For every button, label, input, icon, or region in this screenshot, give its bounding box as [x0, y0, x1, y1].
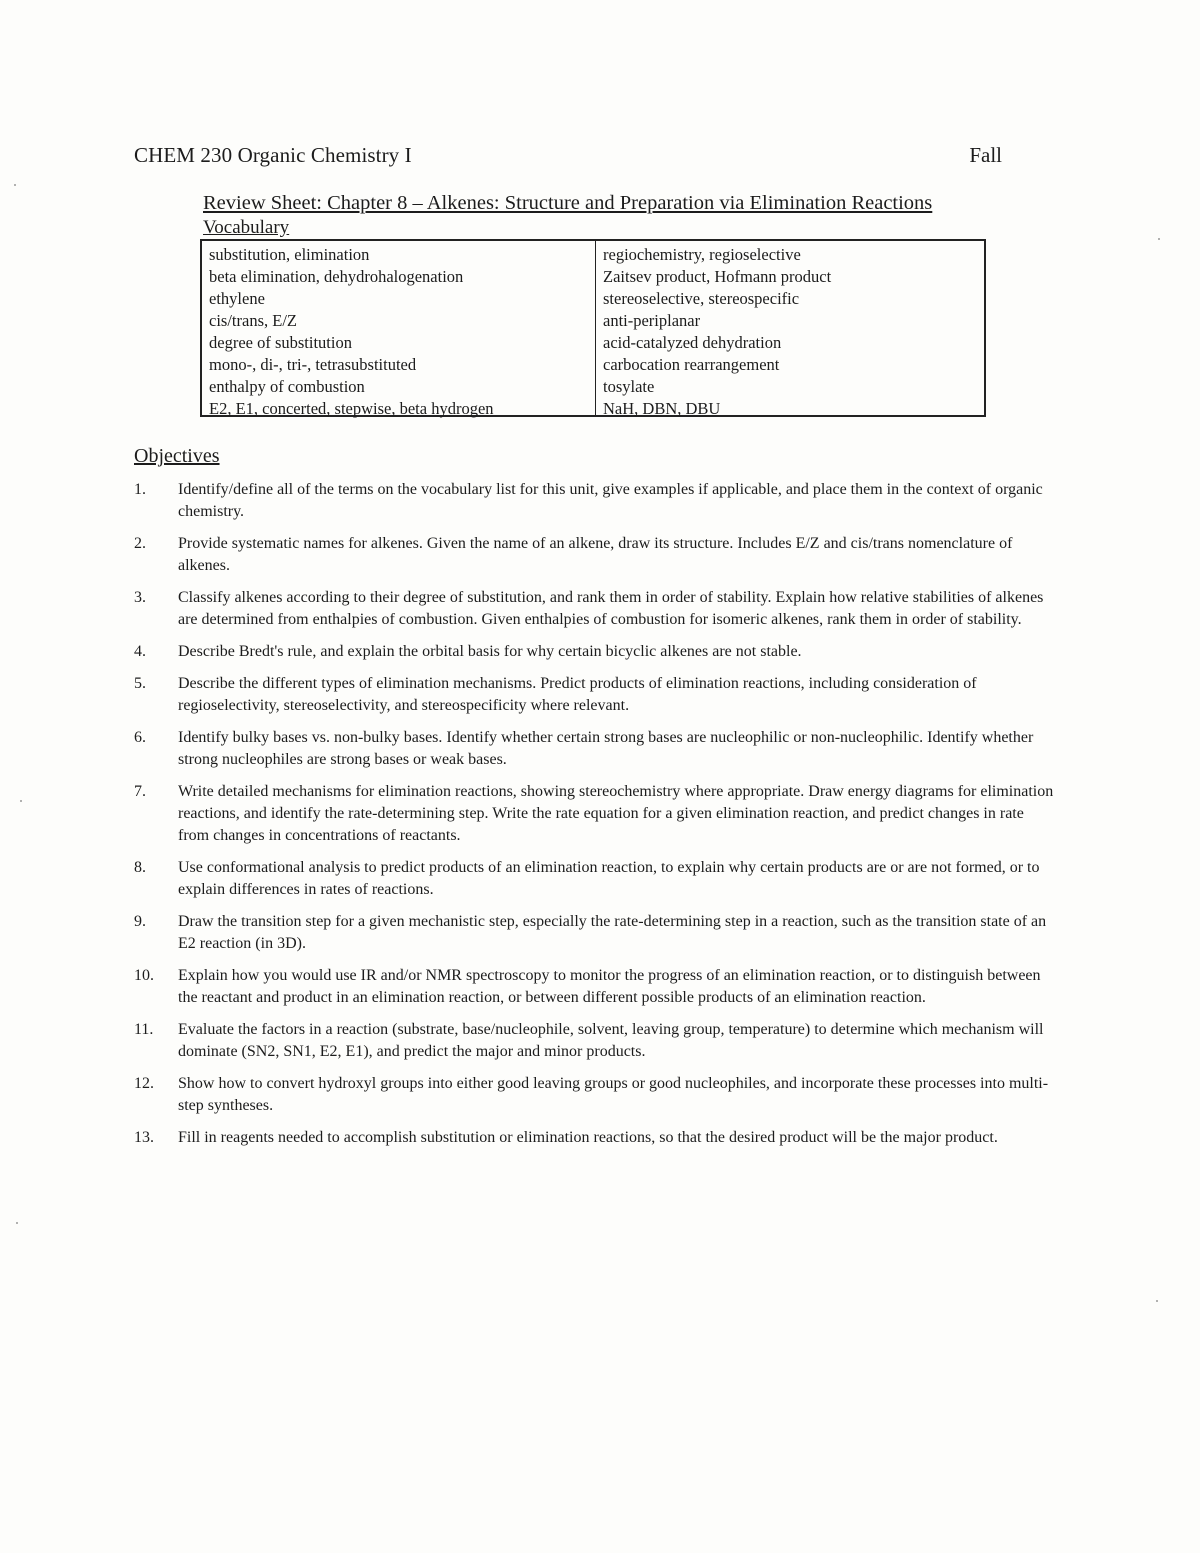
objective-text: Provide systematic names for alkenes. Given the name of an alkene, draw its structure. Includes E/Z and cis/trans nomenclature of alkenes. — [178, 535, 1013, 574]
vocab-term: carbocation rearrangement — [603, 355, 780, 374]
vocab-term: regiochemistry, regioselective — [603, 245, 801, 264]
vocab-term: mono-, di-, tri-, tetrasubstituted — [209, 355, 417, 374]
vocab-term: anti-periplanar — [603, 311, 701, 330]
objective-item — [134, 673, 1054, 717]
course-title: CHEM 230 Organic Chemistry I — [134, 143, 412, 167]
objective-text: Describe the different types of elimination mechanisms. Predict products of elimination reactions, including consideration of regioselectivity, stereoselectivity, and stereospecificity where relevant. — [178, 675, 977, 714]
vocab-term: tosylate — [603, 377, 655, 396]
vocabulary-right-column — [596, 241, 984, 418]
objective-item — [134, 965, 1054, 1009]
vocab-term: beta elimination, dehydrohalogenation — [209, 267, 464, 286]
objective-text: Evaluate the factors in a reaction (substrate, base/nucleophile, solvent, leaving group, temperature) to determine which mechanism will dominate (SN2, SN1, E2, E1), and predict the major and minor products. — [178, 1021, 1044, 1060]
review-sheet-title: Review Sheet: Chapter 8 – Alkenes: Structure and Preparation via Elimination Reactions — [203, 192, 933, 214]
objective-number: 2. — [134, 535, 146, 552]
objective-item — [134, 857, 1054, 901]
vocab-term: NaH, DBN, DBU — [603, 399, 721, 418]
objective-item — [134, 533, 1054, 577]
vocab-term: stereoselective, stereospecific — [603, 289, 800, 308]
objective-text: Show how to convert hydroxyl groups into either good leaving groups or good nucleophiles, and incorporate these processes into multi-step syntheses. — [178, 1075, 1049, 1114]
vocab-term: substitution, elimination — [209, 245, 370, 264]
objectives-heading: Objectives — [134, 445, 220, 467]
objective-number: 6. — [134, 729, 146, 746]
objective-number: 3. — [134, 589, 146, 606]
objective-text: Classify alkenes according to their degree of substitution, and rank them in order of stability. Explain how relative stabilities of alkenes are determined from enthalpies of combustion. Given enthalpies of combustion for isomeric alkenes, rank them in order of stability. — [178, 589, 1044, 628]
objective-item — [134, 1019, 1054, 1063]
objective-text: Use conformational analysis to predict products of an elimination reaction, to explain why certain products are or are not formed, or to explain differences in rates of reactions. — [178, 859, 1040, 898]
objective-number: 11. — [134, 1021, 154, 1038]
term-label: Fall — [969, 143, 1002, 167]
objective-number: 9. — [134, 913, 146, 930]
objective-text: Identify/define all of the terms on the vocabulary list for this unit, give examples if applicable, and place them in the context of organic chemistry. — [178, 481, 1043, 520]
objective-number: 5. — [134, 675, 146, 692]
scan-speck — [1156, 1300, 1158, 1302]
vocab-term: E2, E1, concerted, stepwise, beta hydrogen — [209, 399, 494, 418]
objective-item — [134, 641, 1054, 663]
objective-number: 7. — [134, 783, 146, 800]
objective-item — [134, 911, 1054, 955]
objective-text: Describe Bredt's rule, and explain the orbital basis for why certain bicyclic alkenes are not stable. — [178, 643, 802, 660]
objective-text: Fill in reagents needed to accomplish substitution or elimination reactions, so that the desired product will be the major product. — [178, 1129, 998, 1146]
scan-speck — [16, 1222, 18, 1224]
objectives-list — [134, 479, 1054, 1159]
objective-number: 4. — [134, 643, 146, 660]
vocab-term: degree of substitution — [209, 333, 352, 352]
objective-number: 12. — [134, 1075, 154, 1092]
vocab-term: Zaitsev product, Hofmann product — [603, 267, 832, 286]
objective-number: 1. — [134, 481, 146, 498]
objective-item — [134, 587, 1054, 631]
vocabulary-table — [200, 239, 986, 417]
vocabulary-heading: Vocabulary — [203, 217, 290, 238]
objective-text: Explain how you would use IR and/or NMR spectroscopy to monitor the progress of an elimination reaction, or to distinguish between the reactant and product in an elimination reaction, or between different possible products of an elimination reaction. — [178, 967, 1041, 1006]
objective-item — [134, 479, 1054, 523]
objective-number: 13. — [134, 1129, 154, 1146]
vocab-term: enthalpy of combustion — [209, 377, 365, 396]
objective-item — [134, 781, 1054, 847]
objective-text: Draw the transition step for a given mechanistic step, especially the rate-determining step in a reaction, such as the transition state of an E2 reaction (in 3D). — [178, 913, 1047, 952]
objective-number: 10. — [134, 967, 154, 984]
vocab-term: acid-catalyzed dehydration — [603, 333, 782, 352]
scan-speck — [1158, 238, 1160, 240]
objective-item — [134, 727, 1054, 771]
objective-text: Identify bulky bases vs. non-bulky bases. Identify whether certain strong bases are nucleophilic or non-nucleophilic. Identify whether strong nucleophiles are strong bases or weak bases. — [178, 729, 1034, 768]
objective-text: Write detailed mechanisms for elimination reactions, showing stereochemistry where appropriate. Draw energy diagrams for elimination reactions, and identify the rate-determining step. Write the rate equation for a given elimination reaction, and predict changes in rate from changes in concentrations of reactants. — [178, 783, 1054, 844]
scan-speck — [20, 800, 22, 802]
scan-speck — [14, 184, 16, 186]
objective-number: 8. — [134, 859, 146, 876]
vocabulary-left-column — [202, 241, 596, 418]
objective-item — [134, 1073, 1054, 1117]
vocab-term: ethylene — [209, 289, 265, 308]
vocab-term: cis/trans, E/Z — [209, 311, 297, 330]
objective-item — [134, 1127, 1054, 1149]
